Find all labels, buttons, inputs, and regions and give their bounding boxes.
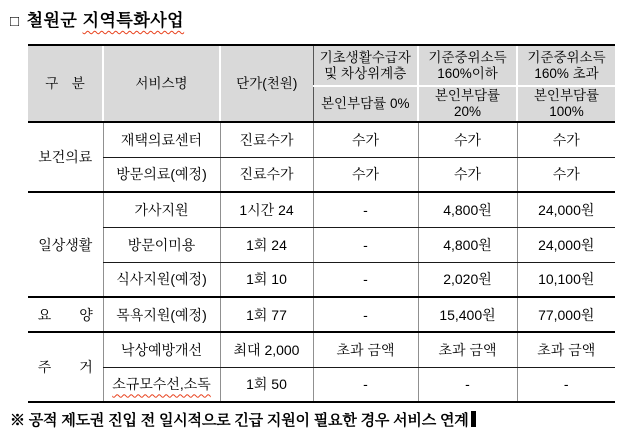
table-row bbox=[28, 262, 615, 297]
footnote-text: ※ 공적 제도권 진입 전 일시적으로 긴급 지원이 필요한 경우 서비스 연계 bbox=[10, 412, 469, 429]
header-burden100-line2: 100% bbox=[549, 104, 584, 119]
price-cell: 1회 24 bbox=[220, 227, 313, 262]
header-under160-line1: 기준중위소득 bbox=[428, 49, 507, 65]
header-over-160 bbox=[517, 45, 615, 86]
header-category: 구 분 bbox=[28, 45, 103, 122]
price-cell: 진료수가 bbox=[220, 122, 313, 157]
basic-cell: 수가 bbox=[313, 122, 418, 157]
table-row bbox=[28, 227, 615, 262]
service-cell: 방문의료(예정) bbox=[103, 157, 220, 192]
header-burden100-line1: 본인부담률 bbox=[533, 88, 600, 103]
header-row-top bbox=[28, 45, 615, 86]
header-under-160 bbox=[418, 45, 517, 86]
group-label-health: 보건의료 bbox=[28, 122, 103, 192]
table-row bbox=[28, 157, 615, 192]
basic-cell: - bbox=[313, 227, 418, 262]
header-over160-line1: 기준중위소득 bbox=[527, 49, 606, 65]
footnote bbox=[10, 409, 476, 430]
service-cell: 식사지원(예정) bbox=[103, 262, 220, 297]
header-burden-0: 본인부담률 0% bbox=[313, 86, 418, 122]
basic-cell: - bbox=[313, 192, 418, 227]
header-burden-100 bbox=[517, 86, 615, 122]
service-cell: 가사지원 bbox=[103, 192, 220, 227]
over160-cell: 수가 bbox=[517, 157, 615, 192]
header-burden20-line2: 20% bbox=[453, 104, 482, 119]
group-label-daily-life: 일상생활 bbox=[28, 192, 103, 297]
header-basic-line2: 및 차상위계층 bbox=[324, 65, 407, 81]
service-spellcheck-text: 소규모수선,소독 bbox=[112, 376, 211, 393]
price-cell: 1시간 24 bbox=[220, 192, 313, 227]
table-row bbox=[28, 297, 615, 332]
under160-cell: 15,400원 bbox=[418, 297, 517, 332]
over160-cell: 77,000원 bbox=[517, 297, 615, 332]
service-cell: 낙상예방개선 bbox=[103, 332, 220, 367]
under160-cell: 수가 bbox=[418, 157, 517, 192]
service-cell: 목욕지원(예정) bbox=[103, 297, 220, 332]
over160-cell: 24,000원 bbox=[517, 227, 615, 262]
over160-cell: - bbox=[517, 367, 615, 402]
table-row bbox=[28, 367, 615, 402]
square-bullet-icon: □ bbox=[10, 13, 20, 30]
header-service-name: 서비스명 bbox=[103, 45, 220, 122]
under160-cell: 4,800원 bbox=[418, 192, 517, 227]
basic-cell: 수가 bbox=[313, 157, 418, 192]
under160-cell: 2,020원 bbox=[418, 262, 517, 297]
under160-cell: 4,800원 bbox=[418, 227, 517, 262]
title-highlight-spellcheck: 지역특화사업 bbox=[82, 11, 185, 30]
over160-cell: 초과 금액 bbox=[517, 332, 615, 367]
text-cursor bbox=[471, 411, 476, 427]
over160-cell: 24,000원 bbox=[517, 192, 615, 227]
price-cell: 1회 50 bbox=[220, 367, 313, 402]
service-cell: 재택의료센터 bbox=[103, 122, 220, 157]
services-table bbox=[28, 44, 615, 403]
title-prefix: 철원군 bbox=[26, 11, 83, 30]
price-cell: 1회 10 bbox=[220, 262, 313, 297]
header-under160-line2: 160%이하 bbox=[437, 65, 498, 81]
group-label-care: 요 양 bbox=[28, 297, 103, 332]
header-basic-recipients bbox=[313, 45, 418, 86]
table-header bbox=[28, 45, 615, 122]
table-row bbox=[28, 122, 615, 157]
price-cell: 최대 2,000 bbox=[220, 332, 313, 367]
header-unit-price: 단가(천원) bbox=[220, 45, 313, 122]
service-cell: 방문이미용 bbox=[103, 227, 220, 262]
header-burden20-line1: 본인부담률 bbox=[434, 88, 501, 103]
header-basic-line1: 기초생활수급자 bbox=[319, 49, 411, 65]
header-burden-20 bbox=[418, 86, 517, 122]
table-row bbox=[28, 332, 615, 367]
table-row bbox=[28, 192, 615, 227]
over160-cell: 10,100원 bbox=[517, 262, 615, 297]
under160-cell: 초과 금액 bbox=[418, 332, 517, 367]
basic-cell: 초과 금액 bbox=[313, 332, 418, 367]
header-over160-line2: 160% 초과 bbox=[534, 65, 599, 81]
page-title bbox=[10, 6, 184, 31]
under160-cell: 수가 bbox=[418, 122, 517, 157]
group-label-housing: 주 거 bbox=[28, 332, 103, 402]
service-cell bbox=[103, 367, 220, 402]
under160-cell: - bbox=[418, 367, 517, 402]
basic-cell: - bbox=[313, 262, 418, 297]
basic-cell: - bbox=[313, 367, 418, 402]
price-cell: 진료수가 bbox=[220, 157, 313, 192]
price-cell: 1회 77 bbox=[220, 297, 313, 332]
over160-cell: 수가 bbox=[517, 122, 615, 157]
basic-cell: - bbox=[313, 297, 418, 332]
